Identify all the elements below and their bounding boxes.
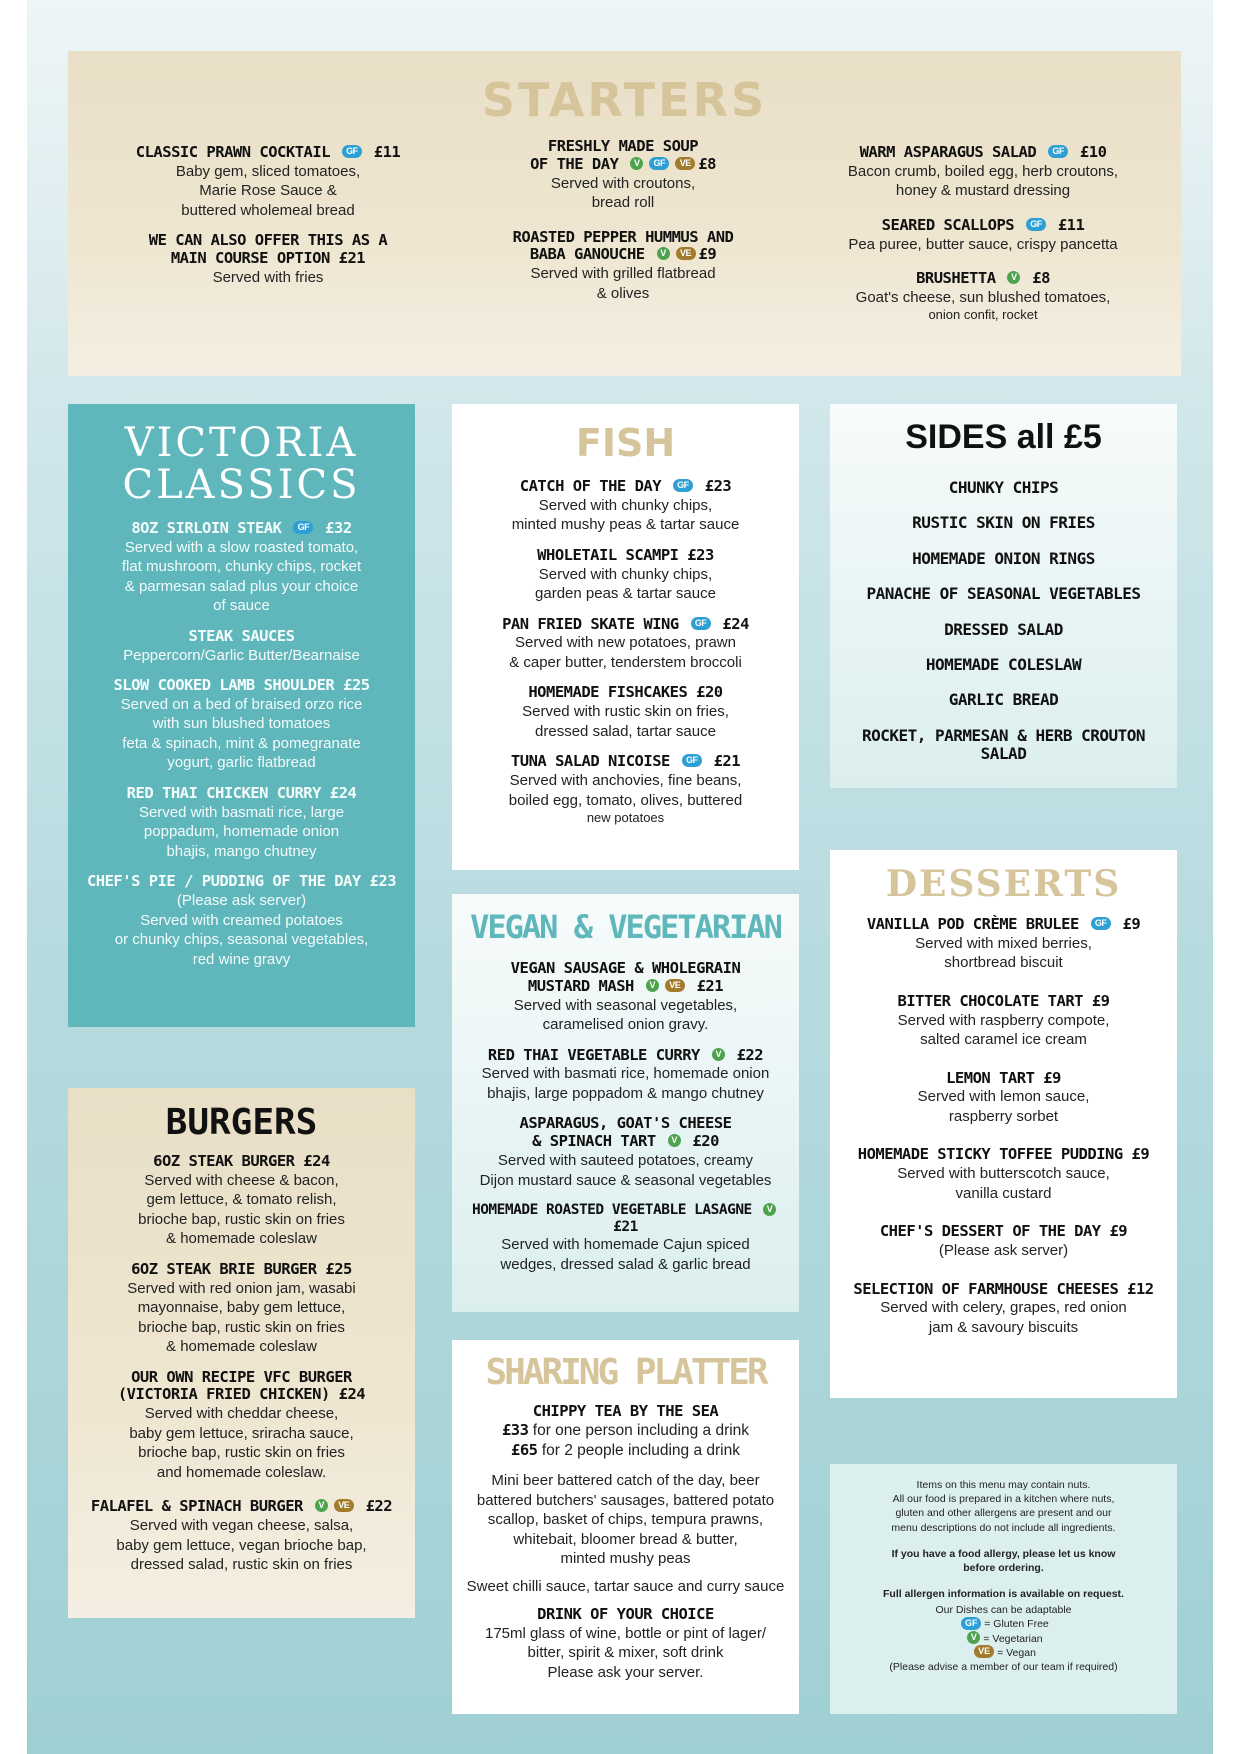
dessert-chocolate — [838, 993, 1169, 1050]
item-name: CATCH OF THE DAY — [519, 477, 662, 495]
item-price: £11 — [373, 143, 401, 161]
item-desc: of sauce — [213, 597, 270, 615]
item-desc: Peppercorn/Garlic Butter/Bearnaise — [123, 646, 360, 664]
item-desc: & caper butter, tenderstem broccoli — [509, 653, 742, 671]
item-desc: Served with fries — [212, 268, 324, 286]
item-desc: Mini beer battered catch of the day, beer — [491, 1472, 760, 1490]
item-name: BRUSHETTA — [916, 269, 996, 288]
item-name: SLOW COOKED LAMB SHOULDER £25 — [113, 676, 370, 695]
item-desc: new potatoes — [586, 810, 665, 826]
item-name: WE CAN ALSO OFFER THIS AS A — [148, 231, 388, 250]
item-name: CLASSIC PRAWN COCKTAIL — [135, 143, 331, 161]
sharing-title: SHARING PLATTER — [485, 1352, 766, 1393]
starters-col-middle — [458, 138, 788, 315]
item-name: ROASTED PEPPER HUMMUS AND — [512, 227, 734, 246]
item-name: SEARED SCALLOPS — [881, 215, 1015, 234]
starter-prawn-cocktail — [108, 144, 428, 220]
sharing-price-one — [458, 1421, 793, 1441]
item-name: TUNA SALAD NICOISE — [510, 752, 670, 771]
fish-title: FISH — [575, 421, 676, 465]
gluten-free-icon: GF — [1091, 917, 1111, 930]
item-name: VANILLA POD CRÈME BRULEE — [866, 915, 1079, 933]
item-name: VEGAN SAUSAGE & WHOLEGRAIN — [510, 959, 741, 977]
item-price: £20 — [692, 1132, 719, 1151]
item-desc: yogurt, garlic flatbread — [167, 754, 316, 772]
vegan-icon: VE — [665, 979, 685, 992]
item-desc: baby gem lettuce, sriracha sauce, — [129, 1424, 354, 1442]
sides-title: SIDES all £5 — [905, 418, 1102, 456]
item-name: BITTER CHOCOLATE TART £9 — [897, 991, 1110, 1010]
item-desc: Served with chunky chips, — [538, 496, 713, 514]
item-name: OUR OWN RECIPE VFC BURGER — [131, 1367, 352, 1386]
gluten-free-icon: GF — [1048, 145, 1068, 158]
starter-hummus — [458, 229, 788, 304]
item-desc: Served with mixed berries, — [915, 934, 1092, 952]
item-desc: caramelised onion gravy. — [542, 1016, 709, 1034]
item-name: HOMEMADE FISHCAKES £20 — [528, 683, 723, 702]
vegan-lasagne — [458, 1202, 793, 1274]
item-desc: dressed salad, tartar sauce — [535, 722, 716, 740]
fish-panel — [452, 404, 799, 870]
item-name: LEMON TART £9 — [946, 1068, 1061, 1087]
item-desc: battered butchers' sausages, battered potato — [476, 1491, 775, 1509]
item-desc: (Please ask server) — [176, 892, 307, 910]
item-price: £24 — [722, 614, 749, 633]
item-desc: onion confit, rocket — [928, 307, 1038, 323]
item-desc: shortbread biscuit — [944, 954, 1063, 972]
item-price: £33 — [501, 1420, 529, 1439]
item-desc: & olives — [596, 284, 650, 302]
item-name: RED THAI VEGETABLE CURRY — [487, 1045, 700, 1064]
allergen-panel — [830, 1464, 1177, 1714]
allergen-line: (Please advise a member of our team if required) — [889, 1660, 1118, 1673]
legend-vegan — [840, 1646, 1167, 1660]
item-name: FRESHLY MADE SOUP — [547, 137, 699, 155]
item-desc: Served with butterscotch sauce, — [897, 1165, 1110, 1183]
menu-page — [27, 0, 1213, 1754]
item-desc: Please ask your server. — [547, 1663, 704, 1681]
item-desc: Served with celery, grapes, red onion — [880, 1299, 1127, 1317]
item-desc: Served with raspberry compote, — [897, 1011, 1110, 1029]
item-desc: brioche bap, rustic skin on fries — [138, 1444, 345, 1462]
vegan-panel — [452, 894, 799, 1312]
starter-soup — [458, 138, 788, 213]
item-name: ASPARAGUS, GOAT'S CHEESE — [519, 1114, 732, 1133]
item-name: CHEF'S DESSERT OF THE DAY £9 — [879, 1222, 1128, 1241]
dessert-cheese — [838, 1281, 1169, 1338]
vegetarian-icon: V — [967, 1631, 980, 1644]
allergen-line: gluten and other allergens are present and our — [895, 1507, 1112, 1520]
item-desc: Pea puree, butter sauce, crispy pancetta — [848, 235, 1118, 253]
item-desc: poppadum, homemade onion — [143, 823, 340, 841]
legend-label: = Vegan — [997, 1646, 1036, 1659]
item-desc: Served with cheese & bacon, — [144, 1171, 339, 1189]
item-name: SELECTION OF FARMHOUSE CHEESES £12 — [853, 1279, 1154, 1298]
side-item: PANACHE OF SEASONAL VEGETABLES — [866, 584, 1141, 604]
item-desc: Goat's cheese, sun blushed tomatoes, — [855, 288, 1111, 306]
item-desc: Served with croutons, — [550, 174, 696, 192]
item-price: £11 — [1057, 215, 1085, 234]
burgers-panel — [68, 1088, 415, 1618]
item-desc: salted caramel ice cream — [920, 1031, 1087, 1049]
item-desc: Served with sauteed potatoes, creamy — [497, 1152, 754, 1170]
side-item: DRESSED SALAD — [944, 619, 1063, 639]
vegan-curry — [458, 1047, 793, 1104]
item-desc: & homemade coleslaw — [166, 1338, 317, 1356]
vegan-sausage — [458, 960, 793, 1035]
allergen-line: Our Dishes can be adaptable — [935, 1604, 1072, 1617]
side-item: RUSTIC SKIN ON FRIES — [912, 513, 1095, 533]
item-desc: brioche bap, rustic skin on fries — [138, 1318, 345, 1336]
item-name: BABA GANOUCHE — [529, 245, 645, 264]
burger-steak — [76, 1153, 407, 1249]
item-desc: bhajis, mango chutney — [166, 842, 317, 860]
item-desc: boiled egg, tomato, olives, buttered — [508, 791, 743, 809]
item-desc: Served with chunky chips, — [538, 565, 713, 583]
allergen-line: Items on this menu may contain nuts. — [916, 1479, 1091, 1491]
starter-brushetta — [813, 270, 1153, 324]
item-name: (VICTORIA FRIED CHICKEN) £24 — [117, 1385, 366, 1404]
legend-label: = Vegetarian — [983, 1632, 1043, 1645]
vegetarian-icon: V — [315, 1499, 328, 1512]
vegetarian-icon: V — [657, 247, 670, 260]
legend-gluten-free — [840, 1617, 1167, 1631]
classics-title-line: VICTORIA — [124, 420, 359, 466]
vegan-icon: VE — [676, 247, 696, 260]
item-desc: Served with red onion jam, wasabi — [127, 1279, 356, 1297]
item-name: STEAK SAUCES — [188, 626, 295, 645]
side-item: HOMEMADE ONION RINGS — [912, 548, 1095, 568]
item-desc: & parmesan salad plus your choice — [124, 577, 359, 595]
dessert-toffee — [838, 1146, 1169, 1203]
side-item: GARLIC BREAD — [948, 690, 1059, 710]
item-desc: minted mushy peas & tartar sauce — [511, 516, 740, 534]
item-desc: Served with creamed potatoes — [140, 911, 343, 929]
dessert-lemon — [838, 1070, 1169, 1127]
item-name: HOMEMADE STICKY TOFFEE PUDDING £9 — [857, 1145, 1150, 1164]
vegetarian-icon: V — [1007, 271, 1020, 284]
item-desc: baby gem lettuce, vegan brioche bap, — [116, 1536, 367, 1554]
item-desc: Dijon mustard sauce & seasonal vegetables — [479, 1171, 772, 1189]
item-price: £8 — [1032, 269, 1050, 288]
gluten-free-icon: GF — [691, 617, 711, 630]
sides-panel — [830, 404, 1177, 788]
fish-catch — [462, 478, 789, 535]
starters-title: STARTERS — [481, 73, 768, 127]
starters-panel — [68, 51, 1181, 376]
item-desc: Served with basmati rice, large — [138, 803, 345, 821]
classic-pie — [82, 873, 401, 969]
allergen-line: All our food is prepared in a kitchen where nuts, — [892, 1493, 1115, 1506]
starter-scallops — [813, 217, 1153, 254]
vegetarian-icon: V — [712, 1048, 725, 1061]
item-desc: Served with cheddar cheese, — [144, 1405, 339, 1423]
item-desc: flat mushroom, chunky chips, rocket — [121, 558, 362, 576]
vegetarian-icon: V — [668, 1134, 681, 1147]
item-desc: dressed salad, rustic skin on fries — [130, 1556, 353, 1574]
item-desc: buttered wholemeal bread — [181, 201, 355, 219]
item-desc: bitter, spirit & mixer, soft drink — [527, 1644, 724, 1662]
item-desc: Served with basmati rice, homemade onion — [481, 1065, 770, 1083]
item-desc: brioche bap, rustic skin on fries — [138, 1210, 345, 1228]
gluten-free-icon: GF — [1026, 218, 1046, 231]
legend-vegetarian — [840, 1632, 1167, 1646]
item-desc: red wine gravy — [192, 950, 291, 968]
burger-falafel — [76, 1498, 407, 1574]
sides-list — [840, 479, 1167, 764]
item-desc: Served with homemade Cajun spiced — [501, 1236, 750, 1254]
starters-col-right — [813, 144, 1153, 336]
side-item: CHUNKY CHIPS — [948, 478, 1059, 497]
legend-label: = Gluten Free — [984, 1618, 1049, 1631]
sharing-item-name: CHIPPY TEA BY THE SEA — [532, 1402, 719, 1420]
item-name: MUSTARD MASH — [527, 976, 634, 995]
item-desc: Served with a slow roasted tomato, — [124, 538, 359, 556]
item-desc: 175ml glass of wine, bottle or pint of lager/ — [485, 1624, 766, 1642]
item-desc: Served with new potatoes, prawn — [515, 634, 736, 652]
item-desc: Bacon crumb, boiled egg, herb croutons, — [847, 162, 1119, 180]
item-desc: Served with seasonal vegetables, — [513, 996, 738, 1014]
item-price: £10 — [1079, 143, 1107, 161]
item-name: 6OZ STEAK BRIE BURGER £25 — [131, 1259, 352, 1278]
item-price: £22 — [736, 1045, 764, 1064]
fish-scampi — [462, 547, 789, 604]
starters-col-left — [108, 144, 428, 299]
classics-title — [82, 422, 401, 506]
item-price: £9 — [1122, 915, 1141, 933]
item-desc: Served with grilled flatbread — [530, 265, 716, 283]
item-price: £23 — [704, 477, 732, 495]
desserts-title: DESSERTS — [885, 863, 1122, 905]
item-desc: and homemade coleslaw. — [156, 1463, 327, 1481]
item-desc: Served with vegan cheese, salsa, — [129, 1517, 354, 1535]
vegan-title: VEGAN & VEGETARIAN — [470, 908, 781, 946]
item-desc: feta & spinach, mint & pomegranate — [122, 734, 361, 752]
item-desc: whitebait, bloomer bread & butter, — [513, 1530, 738, 1548]
starter-main-option — [108, 232, 428, 287]
item-price: £8 — [698, 154, 716, 173]
vegetarian-icon: V — [763, 1203, 776, 1216]
item-desc: Baby gem, sliced tomatoes, — [175, 162, 361, 180]
item-desc: mayonnaise, baby gem lettuce, — [137, 1299, 346, 1317]
allergen-warning: Full allergen information is available on request. — [883, 1588, 1124, 1601]
fish-tuna — [462, 753, 789, 827]
item-desc: Served with lemon sauce, — [917, 1088, 1090, 1106]
gluten-free-icon: GF — [649, 157, 669, 170]
classic-lamb — [82, 677, 401, 773]
sharing-drink-name: DRINK OF YOUR CHOICE — [537, 1605, 714, 1624]
item-desc: minted mushy peas — [560, 1550, 691, 1568]
vegan-tart — [458, 1115, 793, 1190]
sharing-panel — [452, 1340, 799, 1714]
gluten-free-icon: GF — [342, 145, 362, 158]
item-desc: Served with rustic skin on fries, — [522, 703, 729, 721]
classics-title-line: CLASSICS — [122, 462, 361, 508]
classics-panel — [68, 404, 415, 1027]
item-desc: gem lettuce, & tomato relish, — [146, 1191, 337, 1209]
item-price: £21 — [696, 976, 724, 995]
item-price: £21 — [613, 1218, 638, 1235]
item-desc: Served on a bed of braised orzo rice — [120, 695, 363, 713]
item-name: WHOLETAIL SCAMPI £23 — [537, 545, 714, 564]
classic-sirloin — [82, 520, 401, 616]
item-name: RED THAI CHICKEN CURRY £24 — [126, 783, 357, 802]
item-desc: for one person including a drink — [532, 1421, 750, 1439]
classic-steak-sauces — [82, 628, 401, 665]
item-desc: bread roll — [591, 194, 655, 212]
item-desc: Marie Rose Sauce & — [199, 182, 337, 200]
item-desc: Served with anchovies, fine beans, — [509, 772, 742, 790]
item-price: £32 — [325, 519, 352, 537]
item-name: WARM ASPARAGUS SALAD — [859, 143, 1037, 161]
sharing-sauces: Sweet chilli sauce, tartar sauce and curry sauce — [466, 1577, 785, 1595]
dessert-chefs — [838, 1223, 1169, 1260]
item-desc: honey & mustard dressing — [895, 182, 1071, 200]
item-price: £9 — [698, 245, 717, 264]
fish-fishcakes — [462, 684, 789, 741]
side-item: HOMEMADE COLESLAW — [925, 654, 1082, 674]
item-desc: (Please ask server) — [938, 1242, 1069, 1260]
item-price: £65 — [511, 1440, 538, 1459]
starter-asparagus — [813, 144, 1153, 201]
item-desc: scallop, basket of chips, tempura prawns, — [487, 1511, 764, 1529]
gluten-free-icon: GF — [673, 479, 693, 492]
vegetarian-icon: V — [630, 157, 643, 170]
item-desc: or chunky chips, seasonal vegetables, — [114, 931, 369, 949]
item-name: & SPINACH TART — [532, 1132, 656, 1151]
allergen-warning: before ordering. — [963, 1561, 1044, 1574]
item-name: HOMEMADE ROASTED VEGETABLE LASAGNE — [471, 1202, 752, 1219]
item-price: £22 — [365, 1497, 393, 1516]
item-desc: with sun blushed tomatoes — [152, 715, 331, 733]
item-desc: jam & savoury biscuits — [928, 1318, 1079, 1336]
dessert-brulee — [838, 916, 1169, 973]
burger-vfc — [76, 1369, 407, 1483]
vegan-icon: VE — [675, 157, 695, 170]
classic-curry — [82, 785, 401, 861]
gluten-free-icon: GF — [293, 521, 313, 534]
item-name: FALAFEL & SPINACH BURGER — [90, 1497, 303, 1516]
allergen-warning: If you have a food allergy, please let us know — [891, 1547, 1116, 1560]
burger-brie — [76, 1261, 407, 1357]
item-desc: for 2 people including a drink — [541, 1441, 740, 1459]
item-desc: wedges, dressed salad & garlic bread — [500, 1255, 751, 1273]
side-item: ROCKET, PARMESAN & HERB CROUTON SALAD — [861, 725, 1146, 764]
allergen-line: menu descriptions do not include all ingredients. — [891, 1521, 1116, 1534]
item-name: 6OZ STEAK BURGER £24 — [153, 1152, 330, 1170]
item-desc: bhajis, large poppadom & mango chutney — [487, 1084, 764, 1102]
fish-skate — [462, 616, 789, 673]
vegan-icon: VE — [334, 1499, 354, 1512]
item-desc: vanilla custard — [955, 1184, 1052, 1202]
sharing-price-two — [458, 1441, 793, 1461]
item-price: £21 — [713, 752, 741, 771]
burgers-title: BURGERS — [165, 1102, 318, 1143]
item-name: MAIN COURSE OPTION £21 — [170, 249, 366, 268]
item-name: OF THE DAY — [530, 154, 619, 173]
item-desc: garden peas & tartar sauce — [535, 585, 716, 603]
item-desc: raspberry sorbet — [948, 1107, 1059, 1125]
item-name: PAN FRIED SKATE WING — [502, 614, 679, 633]
vegetarian-icon: V — [646, 979, 659, 992]
item-desc: & homemade coleslaw — [166, 1230, 317, 1248]
desserts-panel — [830, 850, 1177, 1398]
gluten-free-icon: GF — [682, 754, 702, 767]
item-name: CHEF'S PIE / PUDDING OF THE DAY £23 — [86, 872, 397, 891]
vegan-icon: VE — [974, 1645, 994, 1658]
item-name: 8OZ SIRLOIN STEAK — [131, 519, 282, 537]
gluten-free-icon: GF — [961, 1617, 981, 1630]
